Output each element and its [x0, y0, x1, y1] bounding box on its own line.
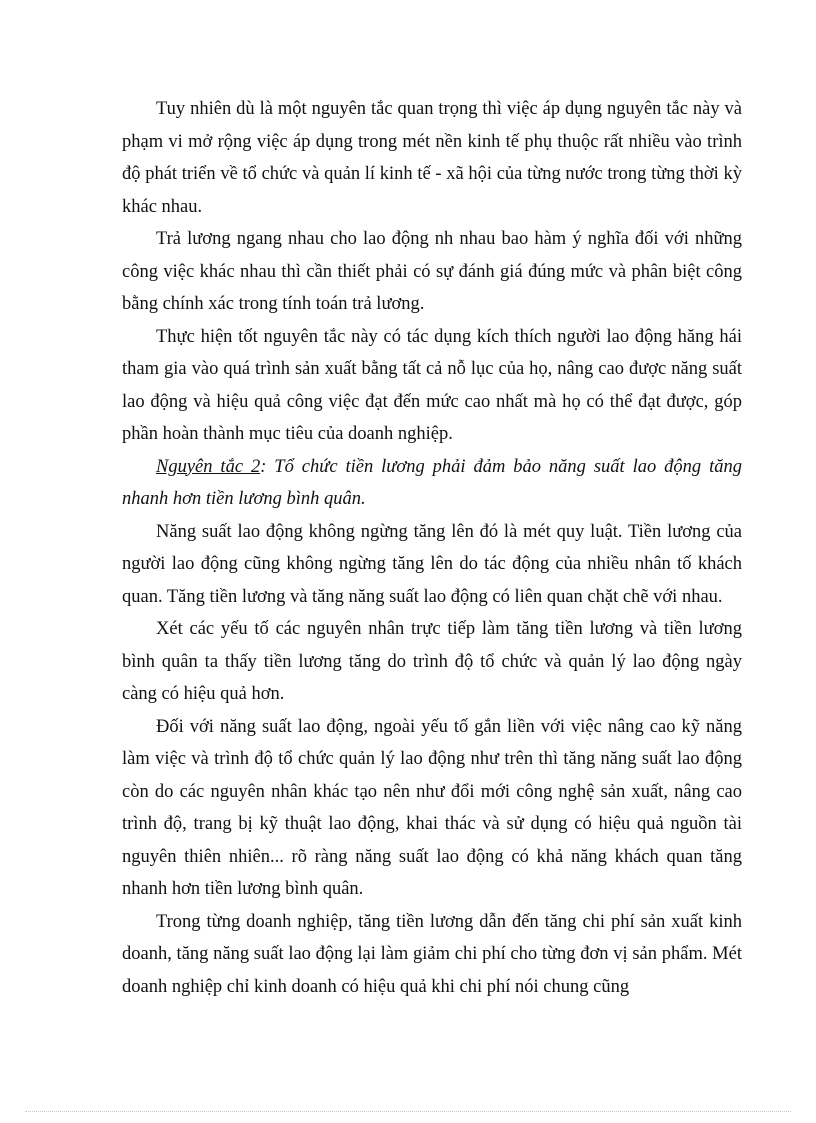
paragraph-2: Trả lương ngang nhau cho lao động nh nhau bao hàm ý nghĩa đối với những công việc khác nhau thì cần thiết phải có sự đánh giá đúng mức và phân biệt công bằng chính xác trong tính toán trả lương. — [122, 229, 742, 314]
paragraph-6: Xét các yếu tố các nguyên nhân trực tiếp làm tăng tiền lương và tiền lương bình quân ta thấy tiền lương tăng do trình độ tổ chức và quản lý lao động ngày càng có hiệu quả hơn. — [122, 619, 742, 704]
paragraph-5: Năng suất lao động không ngừng tăng lên đó là mét quy luật. Tiền lương của người lao động cũng không ngừng tăng lên do tác động của nhiều nhân tố khách quan. Tăng tiền lương và tăng năng suất lao động có liên quan chặt chẽ với nhau. — [122, 521, 742, 607]
paragraph-8: Trong từng doanh nghiệp, tăng tiền lương dẫn đến tăng chi phí sản xuất kinh doanh, tăng năng suất lao động lại làm giảm chi phí cho từng đơn vị sản phẩm. Mét doanh nghiệp chỉ kinh doanh có hiệu quả khi chi phí nói chung cũng — [122, 911, 742, 997]
paragraph-7: Đối với năng suất lao động, ngoài yếu tố gắn liền với việc nâng cao kỹ năng làm việc và trình độ tổ chức quản lý lao động như trên thì tăng năng suất lao động còn do các nguyên nhân khác tạo nên như đổi mới công nghệ sản xuất, nâng cao trình độ, trang bị kỹ thuật lao động, khai thác và sử dụng có hiệu quả nguồn tài nguyên thiên nhiên... rõ ràng năng suất lao động có khả năng khách quan tăng nhanh hơn tiền lương bình quân. — [122, 716, 742, 899]
document-body — [122, 93, 742, 1003]
principle-2-heading — [122, 451, 742, 516]
paragraph-3: Thực hiện tốt nguyên tắc này có tác dụng kích thích người lao động hăng hái tham gia vào quá trình sản xuất bằng tất cả nỗ lục của họ, nâng cao được năng suất lao động và hiệu quả công việc đạt đến mức cao nhất mà họ có thể đạt được, góp phần hoàn thành mục tiêu của doanh nghiệp. — [122, 326, 742, 444]
page-bottom-divider — [25, 1111, 791, 1112]
paragraph-1: Tuy nhiên dù là một nguyên tắc quan trọng thì việc áp dụng nguyên tắc này và phạm vi mở rộng việc áp dụng trong mét nền kinh tế phụ thuộc rất nhiều vào trình độ phát triển về tổ chức và quản lí kinh tế - xã hội của từng nước trong từng thời kỳ khác nhau. — [122, 99, 742, 217]
principle-2-text: : Tổ chức tiền lương phải đảm bảo năng suất lao động tăng nhanh hơn tiền lương bình quân. — [122, 456, 742, 509]
principle-2-label: Nguyên tắc 2 — [156, 456, 261, 477]
